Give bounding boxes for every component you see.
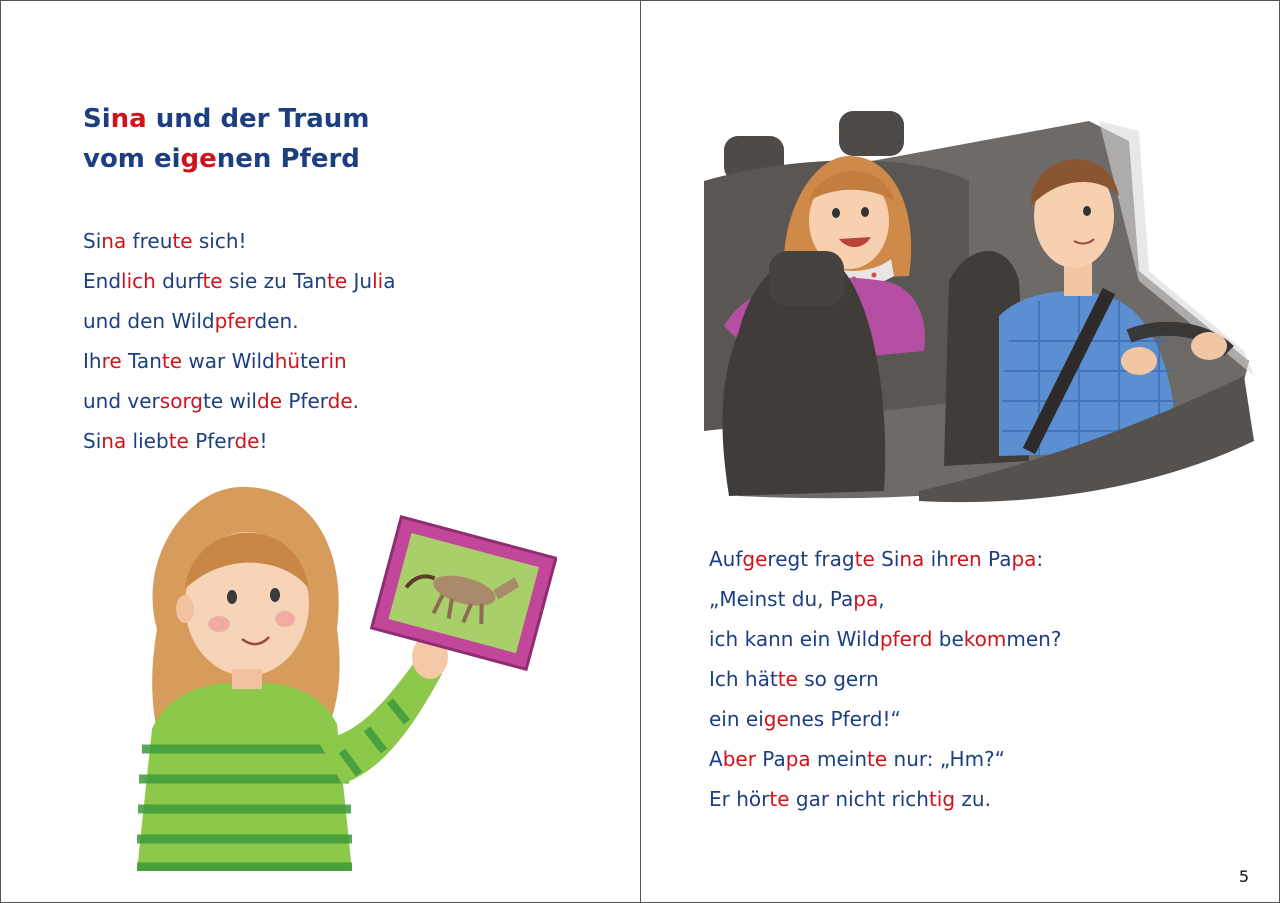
text-line (709, 739, 1061, 779)
syllable-segment: de (257, 389, 282, 413)
syllable-segment: lich (121, 269, 156, 293)
syllable-segment: na (101, 229, 127, 253)
syllable-segment: gar nicht rich (789, 787, 929, 811)
syllable-segment: na (899, 547, 925, 571)
text-line (83, 301, 395, 341)
syllable-segment: Pa (755, 747, 786, 771)
syllable-segment: pa (1011, 547, 1037, 571)
text-line (709, 579, 1061, 619)
syllable-segment: Si (83, 429, 102, 453)
syllable-segment: Ih (83, 349, 102, 373)
syllable-segment: freu (126, 229, 173, 253)
text-line (83, 341, 395, 381)
syllable-segment: na (101, 429, 127, 453)
syllable-segment: Si (874, 547, 900, 571)
syllable-segment: ren (948, 547, 982, 571)
syllable-segment: Tan (121, 349, 162, 373)
syllable-segment: durf (155, 269, 203, 293)
title-line (83, 139, 369, 179)
syllable-segment: Pfer (282, 389, 328, 413)
syllable-segment: te (777, 667, 798, 691)
syllable-segment: und der Traum (146, 104, 370, 134)
text-line (709, 539, 1061, 579)
syllable-segment: rin (320, 349, 347, 373)
syllable-segment: und ver (83, 389, 160, 413)
syllable-segment: te (300, 349, 321, 373)
syllable-segment: ge (180, 144, 217, 174)
syllable-segment: pfer (214, 309, 255, 333)
syllable-segment: nen Pferd (216, 144, 360, 174)
girl-illustration (97, 479, 557, 871)
car-illustration (669, 101, 1269, 511)
syllable-segment: te (867, 747, 888, 771)
syllable-segment: ber (722, 747, 756, 771)
syllable-segment: „Meinst du, Pa (709, 587, 854, 611)
syllable-segment: na (110, 104, 147, 134)
right-page (641, 1, 1279, 902)
syllable-segment: Pfer (188, 429, 235, 453)
syllable-segment: te wil (203, 389, 257, 413)
syllable-segment: be (932, 627, 964, 651)
syllable-segment: regt frag (767, 547, 855, 571)
text-line (709, 659, 1061, 699)
page-number: 5 (1238, 867, 1249, 886)
syllable-segment: ein ei (709, 707, 764, 731)
text-line (83, 421, 395, 461)
syllable-segment: mein (810, 747, 868, 771)
syllable-segment: Si (83, 229, 102, 253)
syllable-segment: de (234, 429, 260, 453)
syllable-segment: Ju (347, 269, 373, 293)
syllable-segment: den. (254, 309, 299, 333)
syllable-segment: ! (259, 429, 268, 453)
title-line (83, 99, 369, 139)
syllable-segment: ge (763, 707, 789, 731)
syllable-segment: , (878, 587, 885, 611)
story-title (83, 99, 369, 179)
syllable-segment: sich! (192, 229, 247, 253)
syllable-segment: Er hör (709, 787, 770, 811)
syllable-segment: li (372, 269, 384, 293)
syllable-segment: de (327, 389, 353, 413)
syllable-segment: nes Pferd!“ (788, 707, 901, 731)
syllable-segment: re (101, 349, 122, 373)
syllable-segment: A (709, 747, 723, 771)
syllable-segment: ich kann ein Wild (709, 627, 880, 651)
syllable-segment: : (1036, 547, 1044, 571)
syllable-segment: zu. (955, 787, 991, 811)
syllable-segment: so gern (797, 667, 879, 691)
syllable-segment: a (383, 269, 396, 293)
text-line (709, 779, 1061, 819)
syllable-segment: ih (924, 547, 949, 571)
syllable-segment: lieb (126, 429, 169, 453)
syllable-segment: sorg (159, 389, 204, 413)
syllable-segment: te (202, 269, 223, 293)
left-page (1, 1, 641, 902)
syllable-segment: hü (274, 349, 301, 373)
syllable-segment: pferd (879, 627, 933, 651)
syllable-segment: te (172, 229, 193, 253)
syllable-segment: te (168, 429, 189, 453)
syllable-segment: Ich hät (709, 667, 778, 691)
text-line (709, 699, 1061, 739)
syllable-segment: men? (1006, 627, 1062, 651)
syllable-segment: und den Wild (83, 309, 215, 333)
text-line (83, 381, 395, 421)
syllable-segment: sie zu Tan (222, 269, 327, 293)
syllable-segment: pa (785, 747, 811, 771)
syllable-segment: ge (742, 547, 768, 571)
text-line (83, 261, 395, 301)
syllable-segment: war Wild (182, 349, 275, 373)
syllable-segment: te (854, 547, 875, 571)
syllable-segment: vom ei (83, 144, 181, 174)
syllable-segment: kom (963, 627, 1007, 651)
syllable-segment: te (769, 787, 790, 811)
syllable-segment: End (83, 269, 122, 293)
syllable-segment: nur: „Hm?“ (887, 747, 1006, 771)
syllable-segment: Pa (981, 547, 1012, 571)
left-page-text (83, 221, 395, 461)
syllable-segment: te (161, 349, 183, 373)
syllable-segment: . (352, 389, 359, 413)
text-line (709, 619, 1061, 659)
syllable-segment: Si (83, 104, 111, 134)
syllable-segment: Auf (709, 547, 743, 571)
syllable-segment: pa (853, 587, 879, 611)
syllable-segment: tig (928, 787, 956, 811)
right-page-text (709, 539, 1061, 819)
text-line (83, 221, 395, 261)
syllable-segment: te (326, 269, 348, 293)
